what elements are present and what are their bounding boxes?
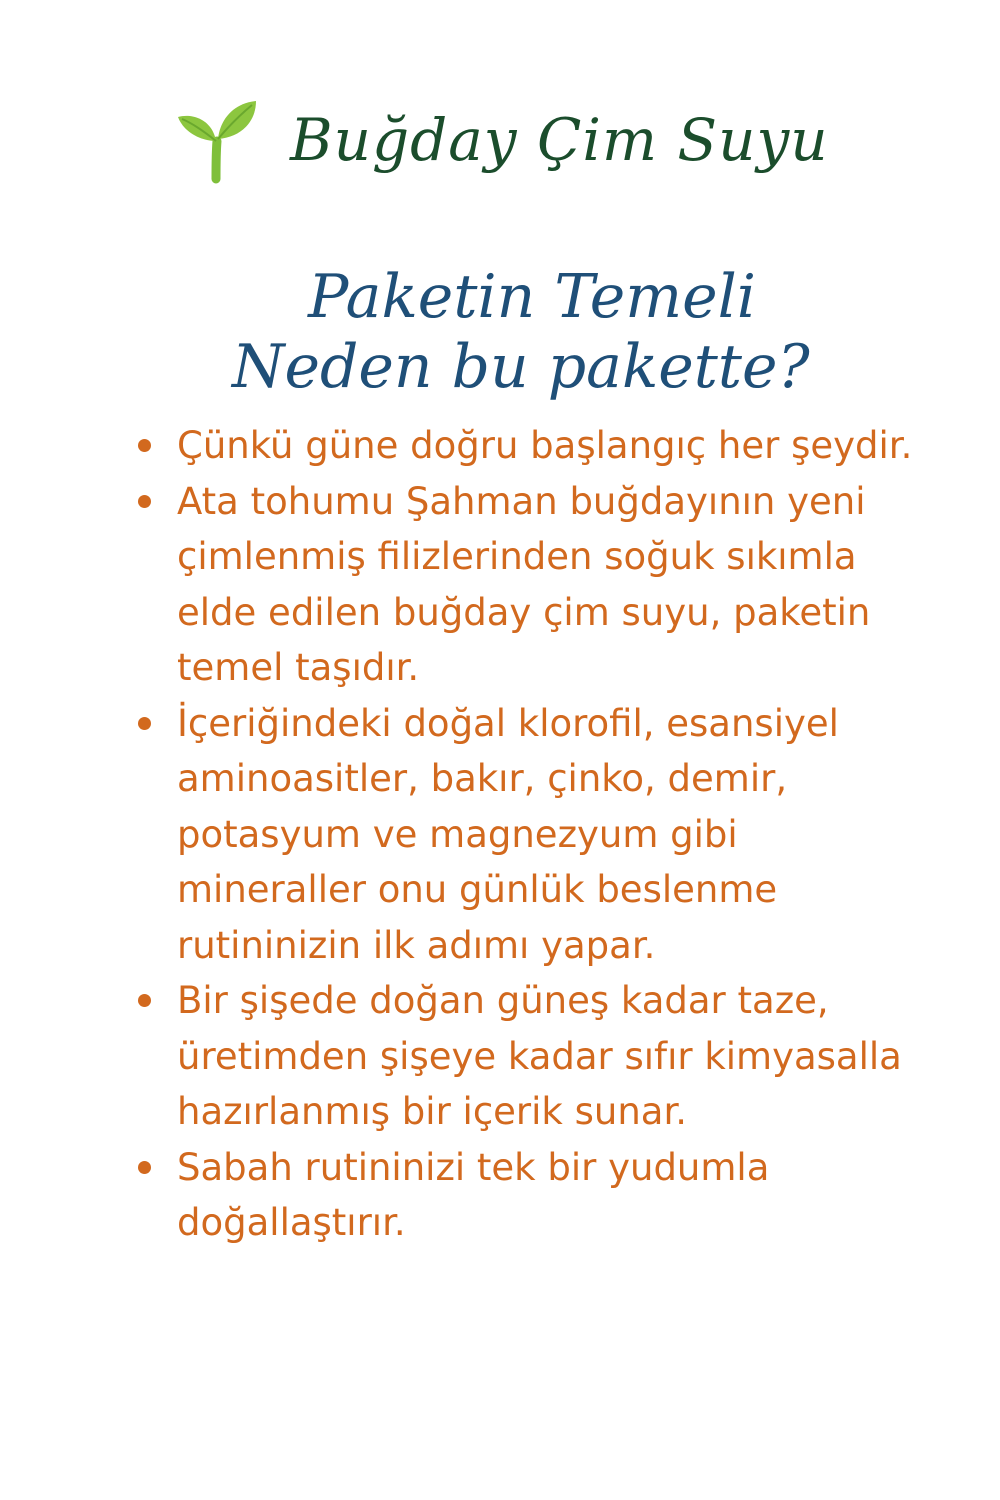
list-item <box>135 418 925 474</box>
list-item-text: Bir şişede doğan güneş kadar taze, üretimden şişeye kadar sıfır kimyasalla hazırlanmış bir içerik sunar. <box>177 979 902 1133</box>
bullet-dot-icon <box>138 1161 151 1174</box>
bullet-dot-icon <box>138 994 151 1007</box>
subtitle-line-1: Paketin Temeli <box>308 262 756 332</box>
list-item-text: Sabah rutininizi tek bir yudumla doğallaştırır. <box>177 1145 770 1244</box>
list-item <box>135 1140 925 1251</box>
list-item <box>135 973 925 1140</box>
brand-header <box>172 92 872 188</box>
list-item <box>135 696 925 974</box>
list-item-text: Ata tohumu Şahman buğdayının yeni çimlenmiş filizlerinden soğuk sıkımla elde edilen buğday çim suyu, paketin temel taşıdır. <box>177 479 871 689</box>
bullet-dot-icon <box>138 717 151 730</box>
sprout-icon <box>172 95 262 185</box>
list-item-text: İçeriğindeki doğal klorofil, esansiyel aminoasitler, bakır, çinko, demir, potasyum ve magnezyum gibi mineraller onu günlük beslenme rutininizin ilk adımı yapar. <box>177 701 839 967</box>
benefits-list <box>135 418 925 1251</box>
bullet-dot-icon <box>138 495 151 508</box>
list-item-text: Çünkü güne doğru başlangıç her şeydir. <box>177 424 913 467</box>
list-item <box>135 474 925 696</box>
subtitle-line-2: Neden bu pakette? <box>232 332 810 402</box>
page-title: Buğday Çim Suyu <box>290 106 829 174</box>
bullet-dot-icon <box>138 439 151 452</box>
